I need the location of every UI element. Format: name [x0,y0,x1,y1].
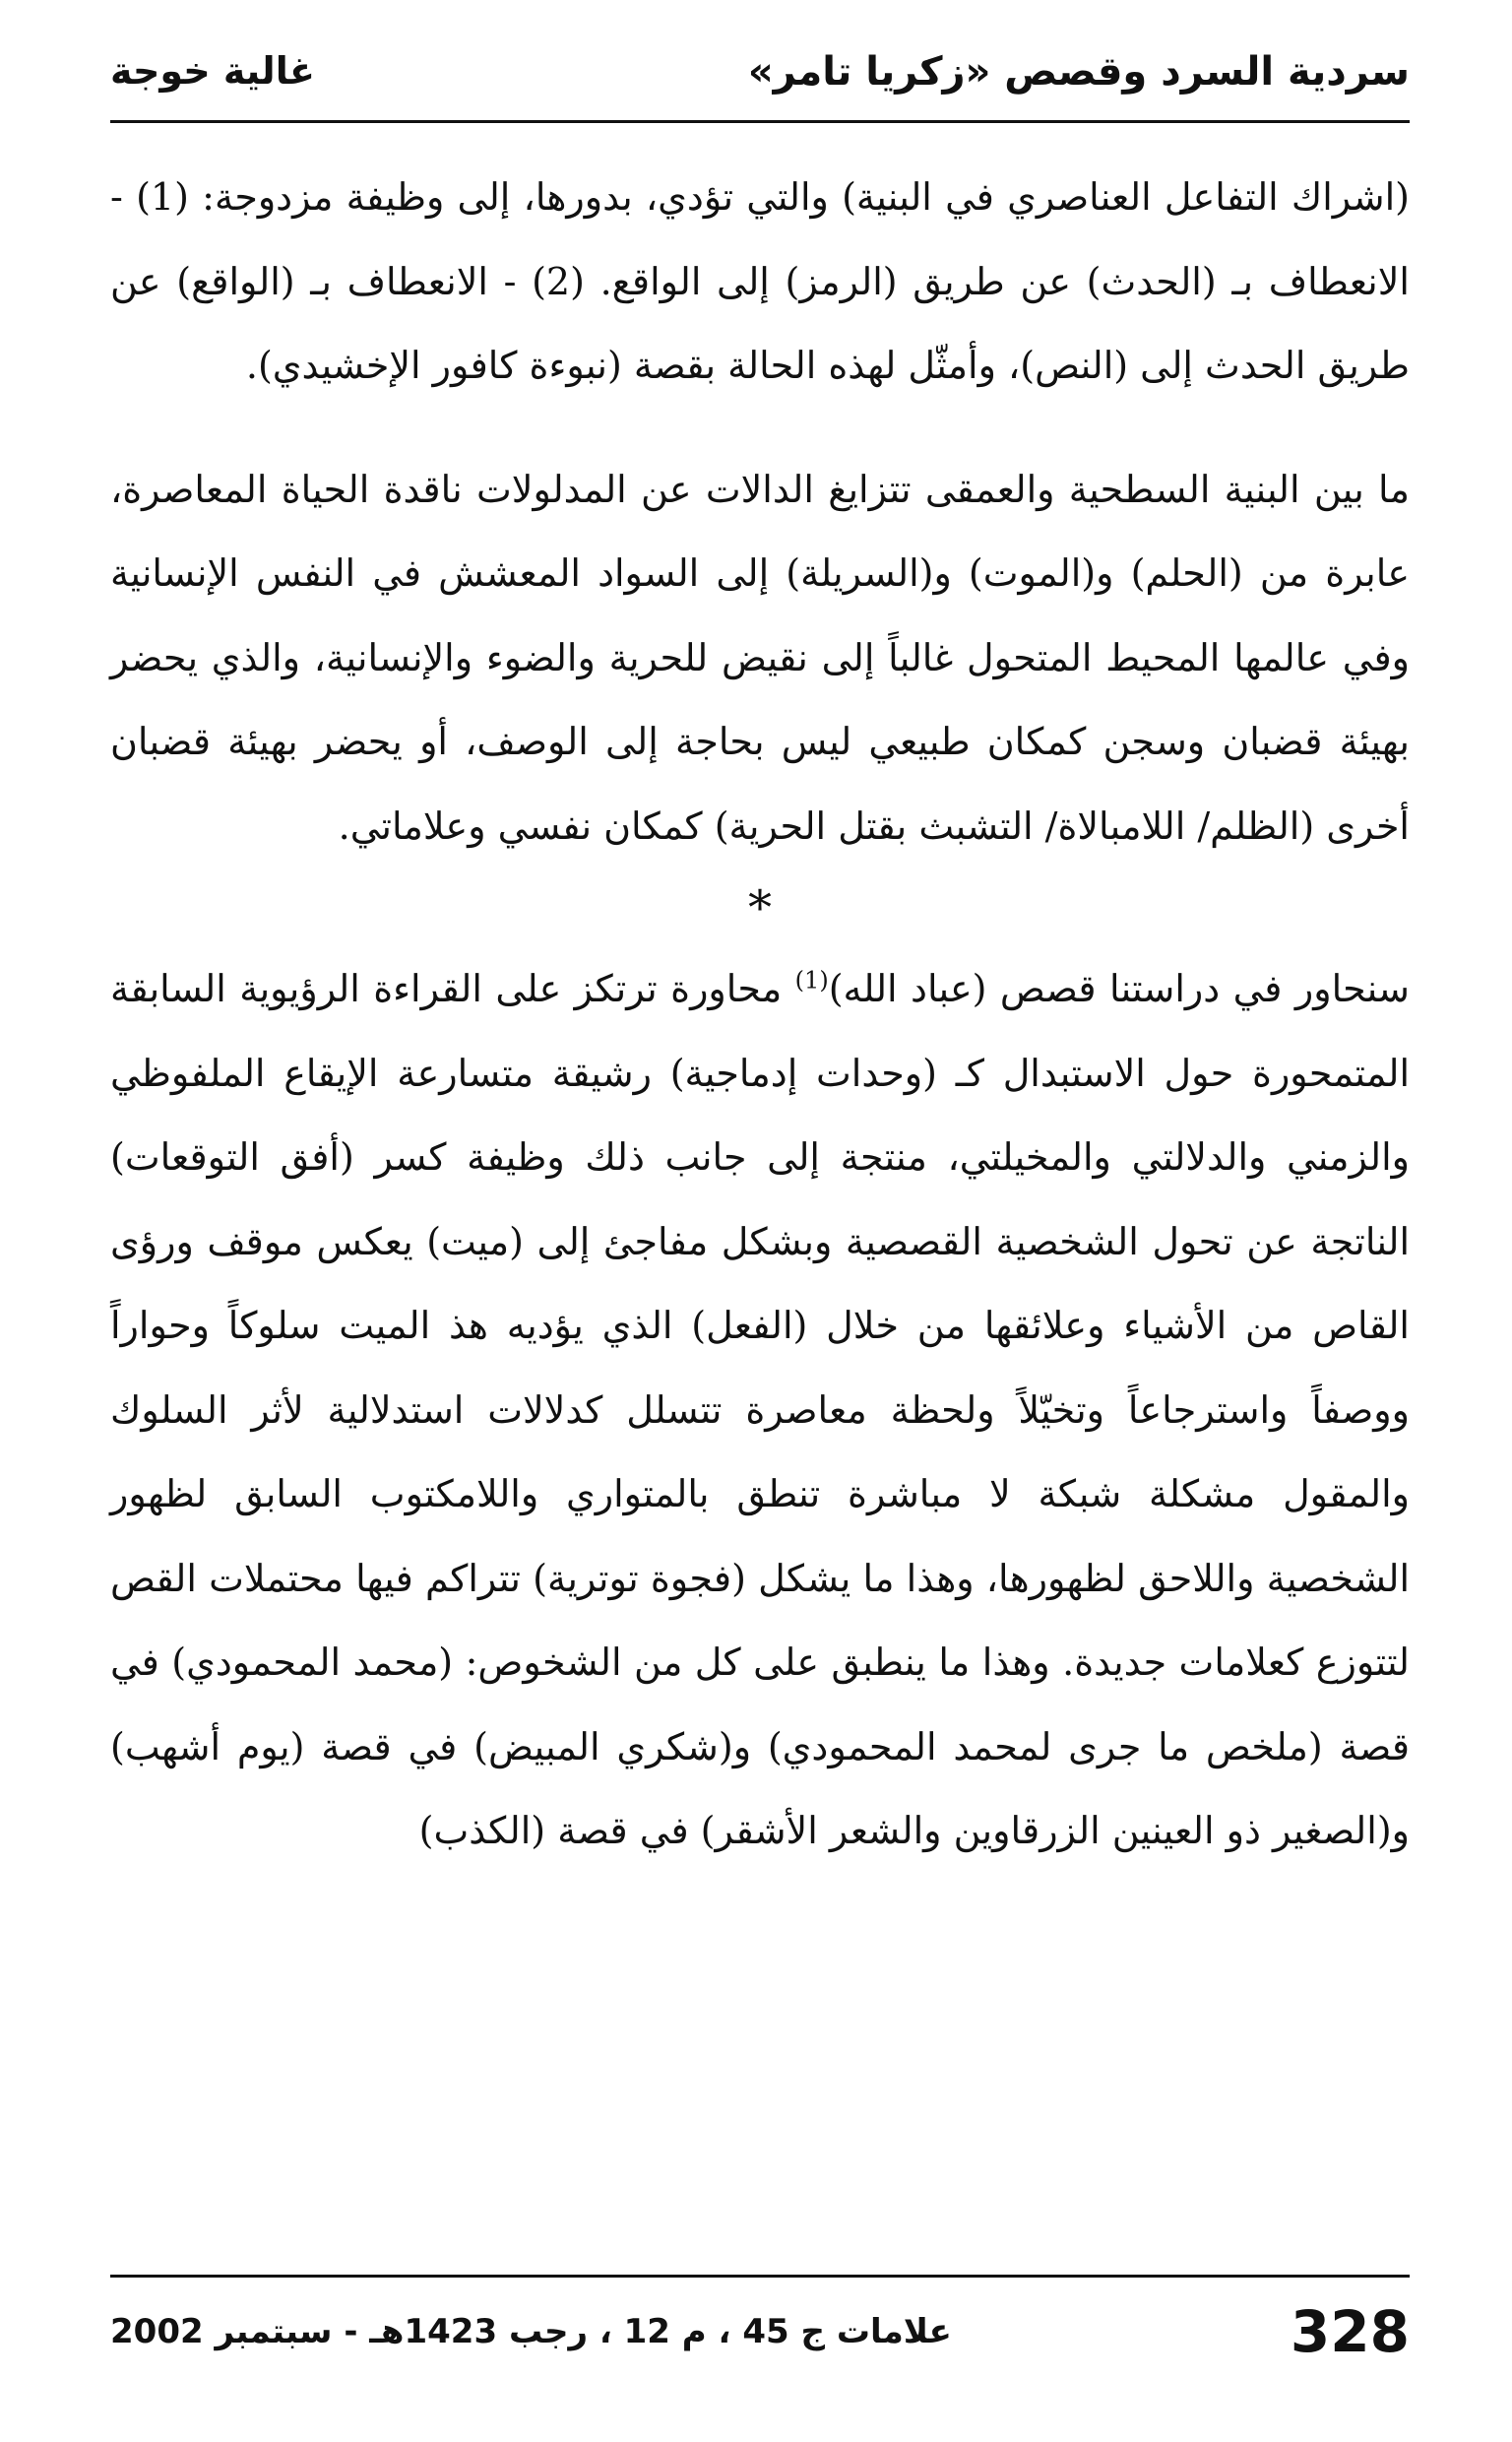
page [110,0,1410,2442]
page-number: 328 [1290,2298,1410,2365]
paragraph-1: (اشراك التفاعل العناصري في البنية) والتي تؤدي، بدورها، إلى وظيفة مزدوجة: (1) - الانعطاف بـ (الحدث) عن طريق (الرمز) إلى الواقع. (2) - الانعطاف بـ (الواقع) عن طريق الحدث إلى (النص)، وأمثّل لهذه الحالة بقصة (نبوءة كافور الإخشيدي). [110,175,1410,387]
page-footer [110,2298,1410,2383]
body-text [110,156,1410,1874]
journal-citation: علامات ج 45 ، م 12 ، رجب 1423هـ - سبتمبر 2002 [110,2312,952,2351]
footer-rule [110,2275,1410,2278]
section-separator: * [748,880,772,935]
page-header [110,39,1410,118]
author-name: غالية خوجة [110,49,315,93]
footnote-marker[interactable]: (1) [794,966,829,995]
paragraph-3-start: سنحاور في دراستنا قصص (عباد الله) [828,967,1410,1010]
paragraph-3 [110,947,1410,1874]
header-rule [110,120,1410,123]
paragraph-2: ما بين البنية السطحية والعمقى تتزايغ الدالات عن المدلولات ناقدة الحياة المعاصرة، عابرة من (الحلم) و(الموت) و(السريلة) إلى السواد المعشش في النفس الإنسانية وفي عالمها المحيط المتحول غالباً إلى نقيض للحرية والضوء والإنسانية، والذي يحضر بهيئة قضبان وسجن كمكان طبيعي ليس بحاجة إلى الوصف، أو يحضر بهيئة قضبان أخرى (الظلم/ اللامبالاة/ التشبث بقتل الحرية) كمكان نفسي وعلاماتي. [110,467,1410,848]
paragraph-3-rest: محاورة ترتكز على القراءة الرؤيوية السابقة المتمحورة حول الاستبدال كـ (وحدات إدماجية) رشيقة متسارعة الإيقاع الملفوظي والزمني والدلالتي والمخيلتي، منتجة إلى جانب ذلك وظيفة كسر (أفق التوقعات) الناتجة عن تحول الشخصية القصصية وبشكل مفاجئ إلى (ميت) يعكس موقف ورؤى القاص من الأشياء وعلائقها من خلال (الفعل) الذي يؤديه هذ الميت سلوكاً وحواراً ووصفاً واسترجاعاً وتخيّلاً ولحظة معاصرة تتسلل كدلالات استدلالية لأثر السلوك والمقول مشكلة شبكة لا مباشرة تنطق بالمتواري واللامكتوب السابق لظهور الشخصية واللاحق لظهورها، وهذا ما يشكل (فجوة توترية) تتراكم فيها محتملات القص لتتوزع كعلامات جديدة. وهذا ما ينطبق على كل من الشخوص: (محمد المحمودي) في قصة (ملخص ما جرى لمحمد المحمودي) و(شكري المبيض) في قصة (يوم أشهب) و(الصغير ذو العينين الزرقاوين والشعر الأشقر) في قصة (الكذب) [110,967,1410,1852]
running-title: سردية السرد وقصص «زكريا تامر» [747,49,1410,95]
